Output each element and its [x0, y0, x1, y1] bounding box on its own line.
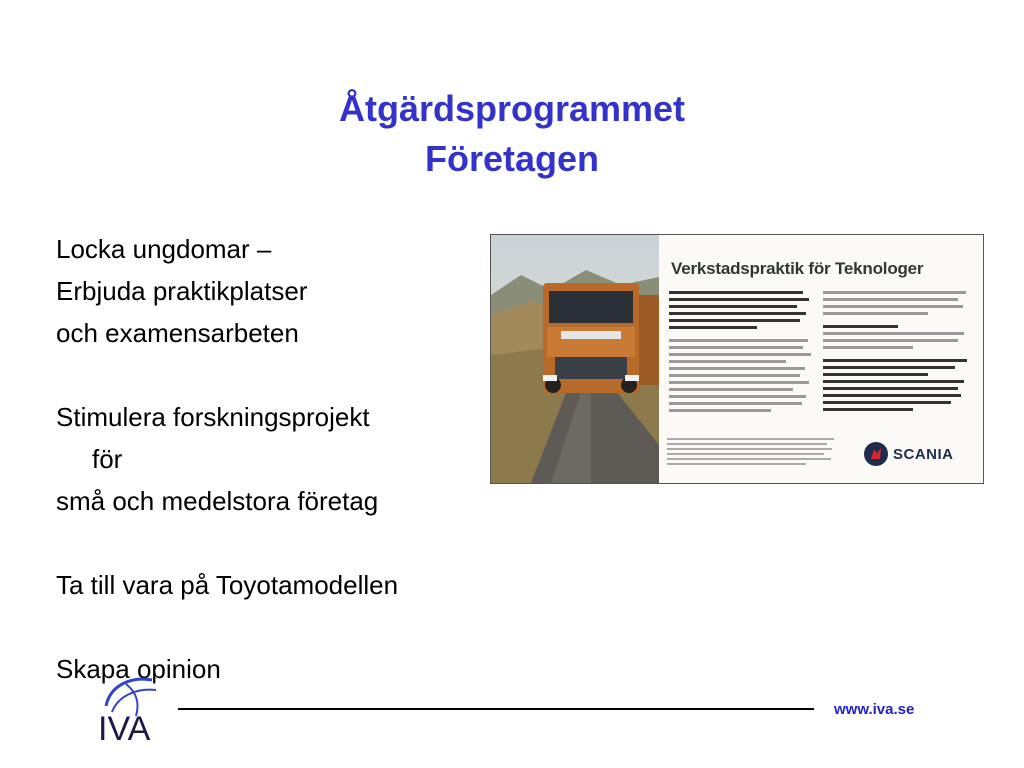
footer-rule: [178, 708, 814, 710]
bullet-line: och examensarbeten: [56, 318, 299, 348]
bullet-line: Locka ungdomar –: [56, 234, 272, 264]
bullet-line: Erbjuda praktikplatser: [56, 276, 308, 306]
bullet-line: för: [92, 444, 123, 474]
ad-footnote: [667, 438, 841, 468]
footer-url[interactable]: www.iva.se: [834, 701, 915, 718]
title-line-2: Företagen: [424, 138, 600, 179]
title-line-1: Åtgärdsprogrammet: [338, 88, 686, 129]
scania-logo-text: SCANIA: [893, 445, 954, 463]
scania-griffin-icon: [863, 441, 889, 467]
bullet-line: små och medelstora företag: [56, 486, 379, 516]
iva-logo-text: IVA: [98, 710, 151, 744]
bullet-line: Stimulera forskningsprojekt: [56, 402, 370, 432]
ad-text-column-left: [669, 291, 815, 416]
scania-logo: [863, 441, 954, 467]
ad-text-column-right: [823, 291, 973, 415]
advertisement-image: [490, 234, 984, 484]
truck-photo: [491, 235, 659, 483]
iva-logo: [96, 672, 166, 744]
ad-heading: Verkstadspraktik för Teknologer: [671, 259, 924, 278]
bullet-line: Skapa opinion: [56, 654, 221, 684]
slide-body: [56, 228, 496, 690]
bullet-line: Ta till vara på Toyotamodellen: [56, 570, 399, 600]
slide-title: [0, 84, 1024, 184]
